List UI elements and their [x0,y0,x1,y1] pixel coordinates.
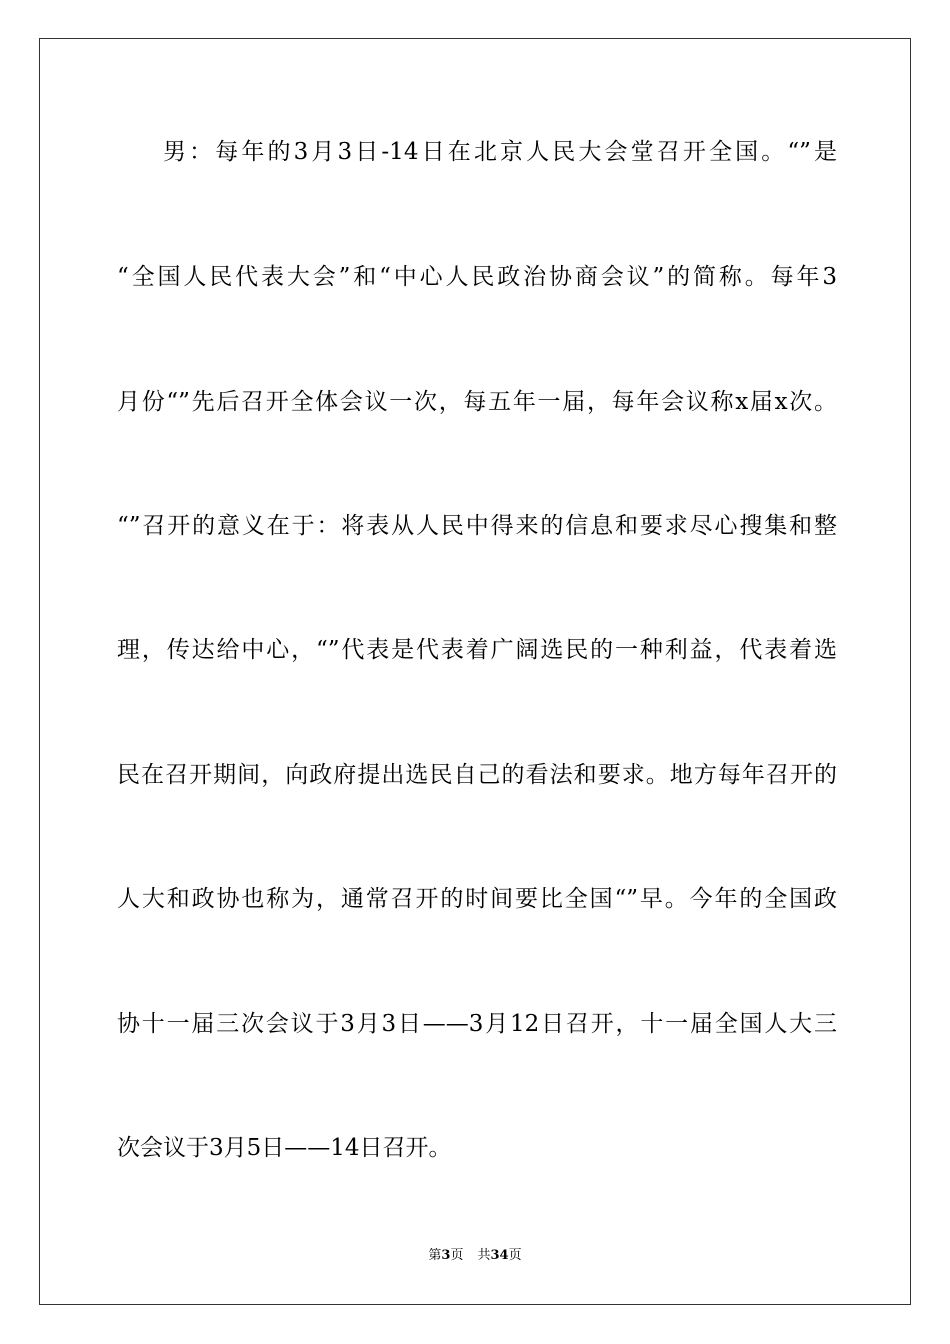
page-suffix: 页 [450,1248,464,1263]
paragraph-line-4: “”召开的意义在于：将表从人民中得来的信息和要求尽心搜集和整 [117,513,837,539]
paragraph-line-9: 次会议于3月5日——14日召开。 [117,1135,452,1161]
paragraph-line-8: 协十一届三次会议于3月3日——3月12日召开，十一届全国人大三 [117,1011,837,1037]
total-prefix: 共 [477,1248,491,1263]
paragraph-line-2: “全国人民代表大会”和“中心人民政治协商会议”的简称。每年3 [117,264,837,290]
page-prefix: 第 [428,1248,442,1263]
page-border [39,38,911,1305]
page-footer [0,1246,950,1266]
paragraph-line-6: 民在召开期间，向政府提出选民自己的看法和要求。地方每年召开的 [117,762,837,788]
paragraph-line-1: 男：每年的3月3日-14日在北京人民大会堂召开全国。“”是 [163,139,837,165]
total-suffix: 页 [508,1248,522,1263]
paragraph-line-3: 月份“”先后召开全体会议一次，每五年一届，每年会议称x届x次。 [117,389,837,415]
total-pages: 34 [490,1248,509,1263]
paragraph-line-7: 人大和政协也称为，通常召开的时间要比全国“”早。今年的全国政 [117,886,837,912]
paragraph-line-5: 理，传达给中心，“”代表是代表着广阔选民的一种利益，代表着选 [117,637,837,663]
page-number: 3 [441,1248,451,1263]
